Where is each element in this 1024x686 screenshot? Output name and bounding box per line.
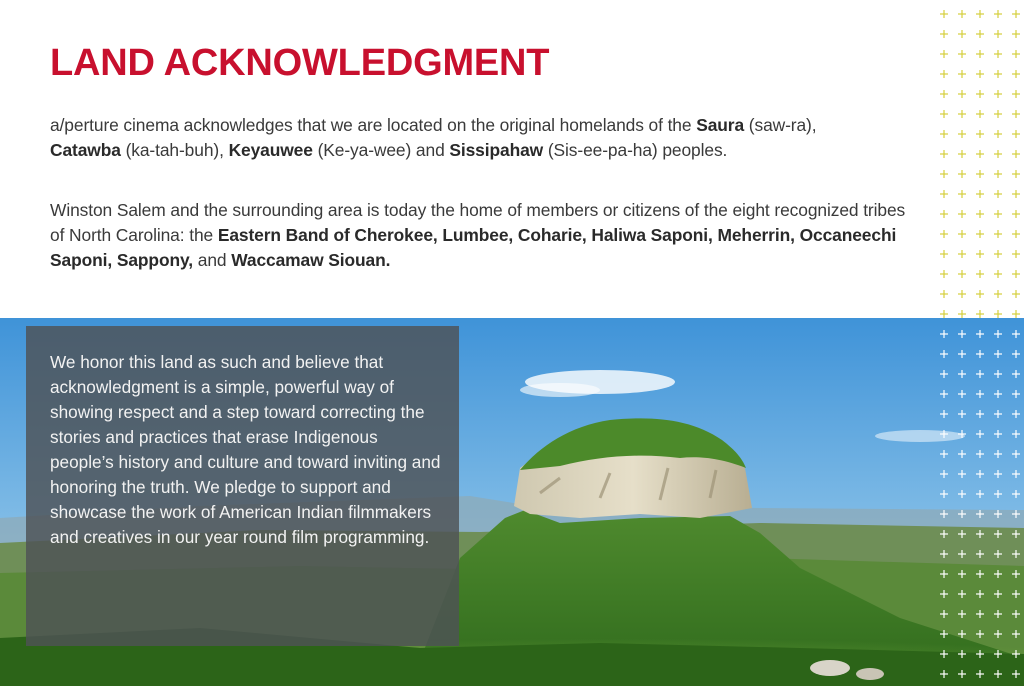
cross-mark xyxy=(940,570,948,578)
cross-mark xyxy=(940,310,948,318)
cross-mark xyxy=(994,330,1002,338)
cross-mark xyxy=(940,30,948,38)
tribes-intro: Winston Salem and the surrounding area is today the home of members or citizens of the eight recognized tribes of North Carolina: the xyxy=(50,200,906,245)
cross-mark xyxy=(994,450,1002,458)
cross-mark xyxy=(958,270,966,278)
cross-mark xyxy=(994,530,1002,538)
cross-mark xyxy=(1012,130,1020,138)
cross-mark xyxy=(1012,430,1020,438)
cross-mark xyxy=(976,230,984,238)
cross-mark xyxy=(1012,550,1020,558)
cross-mark xyxy=(976,350,984,358)
cross-mark xyxy=(940,370,948,378)
people-name: Saura xyxy=(696,115,745,135)
cross-mark xyxy=(940,130,948,138)
cross-mark xyxy=(958,50,966,58)
acknowledgment-paragraph xyxy=(50,113,910,163)
cross-mark xyxy=(976,430,984,438)
cross-mark xyxy=(958,10,966,18)
conjunction: and xyxy=(415,140,445,160)
cross-mark xyxy=(958,530,966,538)
cross-mark xyxy=(958,30,966,38)
cross-mark xyxy=(994,190,1002,198)
people-pronunciation: (Sis-ee-pa-ha) xyxy=(547,140,658,160)
page-title: LAND ACKNOWLEDGMENT xyxy=(50,42,550,84)
cross-mark xyxy=(958,590,966,598)
cross-mark xyxy=(958,390,966,398)
cross-mark xyxy=(940,150,948,158)
cross-mark xyxy=(958,470,966,478)
cross-mark xyxy=(994,610,1002,618)
cross-mark xyxy=(958,670,966,678)
cross-mark xyxy=(958,190,966,198)
cross-mark xyxy=(976,490,984,498)
cross-mark xyxy=(940,270,948,278)
cross-mark xyxy=(1012,350,1020,358)
people-name: Catawba xyxy=(50,140,121,160)
cross-mark xyxy=(976,10,984,18)
cross-mark xyxy=(958,150,966,158)
tribes-list: Eastern Band of Cherokee, Lumbee, Coharie, Haliwa Saponi, Meherrin, Occaneechi Saponi, Sappony, xyxy=(50,225,897,270)
cross-mark xyxy=(940,170,948,178)
cross-mark xyxy=(958,610,966,618)
cross-mark xyxy=(1012,470,1020,478)
cross-mark xyxy=(994,70,1002,78)
cross-mark xyxy=(958,330,966,338)
cross-mark xyxy=(976,550,984,558)
acknowledgment-intro: a/perture cinema acknowledges that we are located on the original homelands of the xyxy=(50,115,692,135)
cross-mark xyxy=(958,230,966,238)
cross-mark xyxy=(940,10,948,18)
cross-mark xyxy=(976,70,984,78)
cross-mark xyxy=(940,470,948,478)
cross-mark xyxy=(940,90,948,98)
cross-mark xyxy=(1012,650,1020,658)
cross-mark xyxy=(940,250,948,258)
cross-mark xyxy=(940,230,948,238)
cross-mark xyxy=(1012,630,1020,638)
cross-mark xyxy=(940,630,948,638)
cross-mark xyxy=(958,370,966,378)
cross-mark xyxy=(994,10,1002,18)
cross-mark xyxy=(994,470,1002,478)
cross-mark xyxy=(994,670,1002,678)
cross-mark xyxy=(940,530,948,538)
header-area xyxy=(0,0,1024,318)
cross-mark xyxy=(994,370,1002,378)
cross-mark xyxy=(976,270,984,278)
cross-mark xyxy=(994,490,1002,498)
cross-mark xyxy=(994,110,1002,118)
cross-mark xyxy=(1012,10,1020,18)
people-name: Keyauwee xyxy=(228,140,313,160)
cross-mark xyxy=(1012,170,1020,178)
cross-mark xyxy=(1012,310,1020,318)
cross-mark xyxy=(976,390,984,398)
cross-mark xyxy=(958,510,966,518)
cross-mark xyxy=(976,290,984,298)
cross-mark xyxy=(1012,70,1020,78)
cross-mark xyxy=(940,670,948,678)
cross-mark xyxy=(1012,610,1020,618)
cross-mark xyxy=(958,650,966,658)
cross-mark xyxy=(958,210,966,218)
cross-mark xyxy=(994,410,1002,418)
cross-mark xyxy=(994,570,1002,578)
cross-mark xyxy=(1012,590,1020,598)
cross-mark xyxy=(940,50,948,58)
cross-mark xyxy=(940,390,948,398)
cross-mark xyxy=(958,110,966,118)
cross-mark xyxy=(940,590,948,598)
cross-mark xyxy=(1012,510,1020,518)
cross-mark xyxy=(976,470,984,478)
cross-mark xyxy=(976,450,984,458)
cross-mark xyxy=(940,510,948,518)
cross-mark xyxy=(958,450,966,458)
cross-mark xyxy=(976,30,984,38)
cross-mark xyxy=(994,550,1002,558)
cross-mark xyxy=(976,590,984,598)
cross-mark xyxy=(940,650,948,658)
cross-mark xyxy=(976,510,984,518)
cross-mark xyxy=(940,490,948,498)
tribes-last: Waccamaw Siouan. xyxy=(231,250,391,270)
cross-mark xyxy=(976,170,984,178)
decorative-cross-pattern xyxy=(936,6,1024,686)
cross-mark xyxy=(1012,490,1020,498)
cross-mark xyxy=(994,630,1002,638)
cross-mark xyxy=(940,550,948,558)
cross-mark xyxy=(1012,230,1020,238)
cross-mark xyxy=(976,190,984,198)
cross-mark xyxy=(1012,90,1020,98)
cross-mark xyxy=(958,310,966,318)
cross-mark xyxy=(940,330,948,338)
cross-mark xyxy=(958,570,966,578)
cross-mark xyxy=(940,410,948,418)
cross-mark xyxy=(976,630,984,638)
cross-mark xyxy=(1012,670,1020,678)
cross-mark xyxy=(1012,190,1020,198)
cross-mark xyxy=(994,170,1002,178)
cross-mark xyxy=(976,310,984,318)
cross-mark xyxy=(994,30,1002,38)
cross-mark xyxy=(976,410,984,418)
cross-mark xyxy=(976,570,984,578)
cross-mark xyxy=(1012,390,1020,398)
cross-mark xyxy=(958,130,966,138)
cross-mark xyxy=(1012,210,1020,218)
cross-mark xyxy=(976,50,984,58)
cross-mark xyxy=(958,170,966,178)
cross-mark xyxy=(976,90,984,98)
acknowledgment-outro: peoples. xyxy=(662,140,728,160)
cross-mark xyxy=(994,290,1002,298)
cross-mark xyxy=(994,150,1002,158)
cross-mark xyxy=(958,70,966,78)
cross-mark xyxy=(940,110,948,118)
cross-mark xyxy=(994,390,1002,398)
cross-mark xyxy=(994,650,1002,658)
cross-mark xyxy=(976,150,984,158)
cross-mark xyxy=(940,430,948,438)
cross-mark xyxy=(940,290,948,298)
cross-mark xyxy=(940,190,948,198)
cross-mark xyxy=(1012,110,1020,118)
cross-mark xyxy=(1012,370,1020,378)
people-pronunciation: (Ke-ya-wee) xyxy=(317,140,412,160)
tribes-paragraph xyxy=(50,198,910,273)
cross-mark xyxy=(958,630,966,638)
cross-mark xyxy=(1012,530,1020,538)
cross-mark xyxy=(994,50,1002,58)
cross-mark xyxy=(994,590,1002,598)
cross-mark xyxy=(958,430,966,438)
cross-mark xyxy=(1012,410,1020,418)
cross-mark xyxy=(958,410,966,418)
cross-mark xyxy=(994,130,1002,138)
cross-mark xyxy=(994,250,1002,258)
cross-mark xyxy=(1012,250,1020,258)
cross-mark xyxy=(940,70,948,78)
cross-mark xyxy=(994,210,1002,218)
cross-mark xyxy=(958,250,966,258)
cross-mark xyxy=(940,610,948,618)
cross-mark xyxy=(994,270,1002,278)
cross-mark xyxy=(1012,150,1020,158)
cross-mark xyxy=(940,350,948,358)
cross-mark xyxy=(976,250,984,258)
cross-mark xyxy=(1012,30,1020,38)
people-pronunciation: (saw-ra), xyxy=(748,115,817,135)
people-pronunciation: (ka-tah-buh), xyxy=(125,140,224,160)
cross-mark xyxy=(940,450,948,458)
cross-mark xyxy=(976,530,984,538)
cross-mark xyxy=(1012,330,1020,338)
cross-mark xyxy=(994,350,1002,358)
cross-mark xyxy=(976,650,984,658)
cross-mark xyxy=(976,330,984,338)
cross-mark xyxy=(976,670,984,678)
cross-mark xyxy=(958,490,966,498)
pledge-text: We honor this land as such and believe that acknowledgment is a simple, powerful way of showing respect and a step toward correcting the stories and practices that erase Indigenous people’s history and culture and toward inviting and honoring the truth. We pledge to support and showcase the work of American Indian filmmakers and creatives in our year round film programming. xyxy=(50,352,441,547)
cross-mark xyxy=(958,550,966,558)
cross-mark xyxy=(958,350,966,358)
cross-mark xyxy=(976,130,984,138)
cross-mark xyxy=(976,110,984,118)
cross-mark xyxy=(1012,50,1020,58)
people-name: Sissipahaw xyxy=(449,140,544,160)
conjunction: and xyxy=(197,250,227,270)
cross-mark xyxy=(994,430,1002,438)
cross-mark xyxy=(994,230,1002,238)
cross-mark xyxy=(958,90,966,98)
cross-mark xyxy=(1012,570,1020,578)
cross-mark xyxy=(1012,290,1020,298)
cross-mark xyxy=(940,210,948,218)
cross-mark xyxy=(994,90,1002,98)
cross-mark xyxy=(1012,270,1020,278)
pledge-panel xyxy=(26,326,459,646)
cross-mark xyxy=(976,210,984,218)
cross-mark xyxy=(976,370,984,378)
cross-mark xyxy=(958,290,966,298)
cross-mark xyxy=(1012,450,1020,458)
cross-mark xyxy=(976,610,984,618)
cross-mark xyxy=(994,510,1002,518)
cross-mark xyxy=(994,310,1002,318)
